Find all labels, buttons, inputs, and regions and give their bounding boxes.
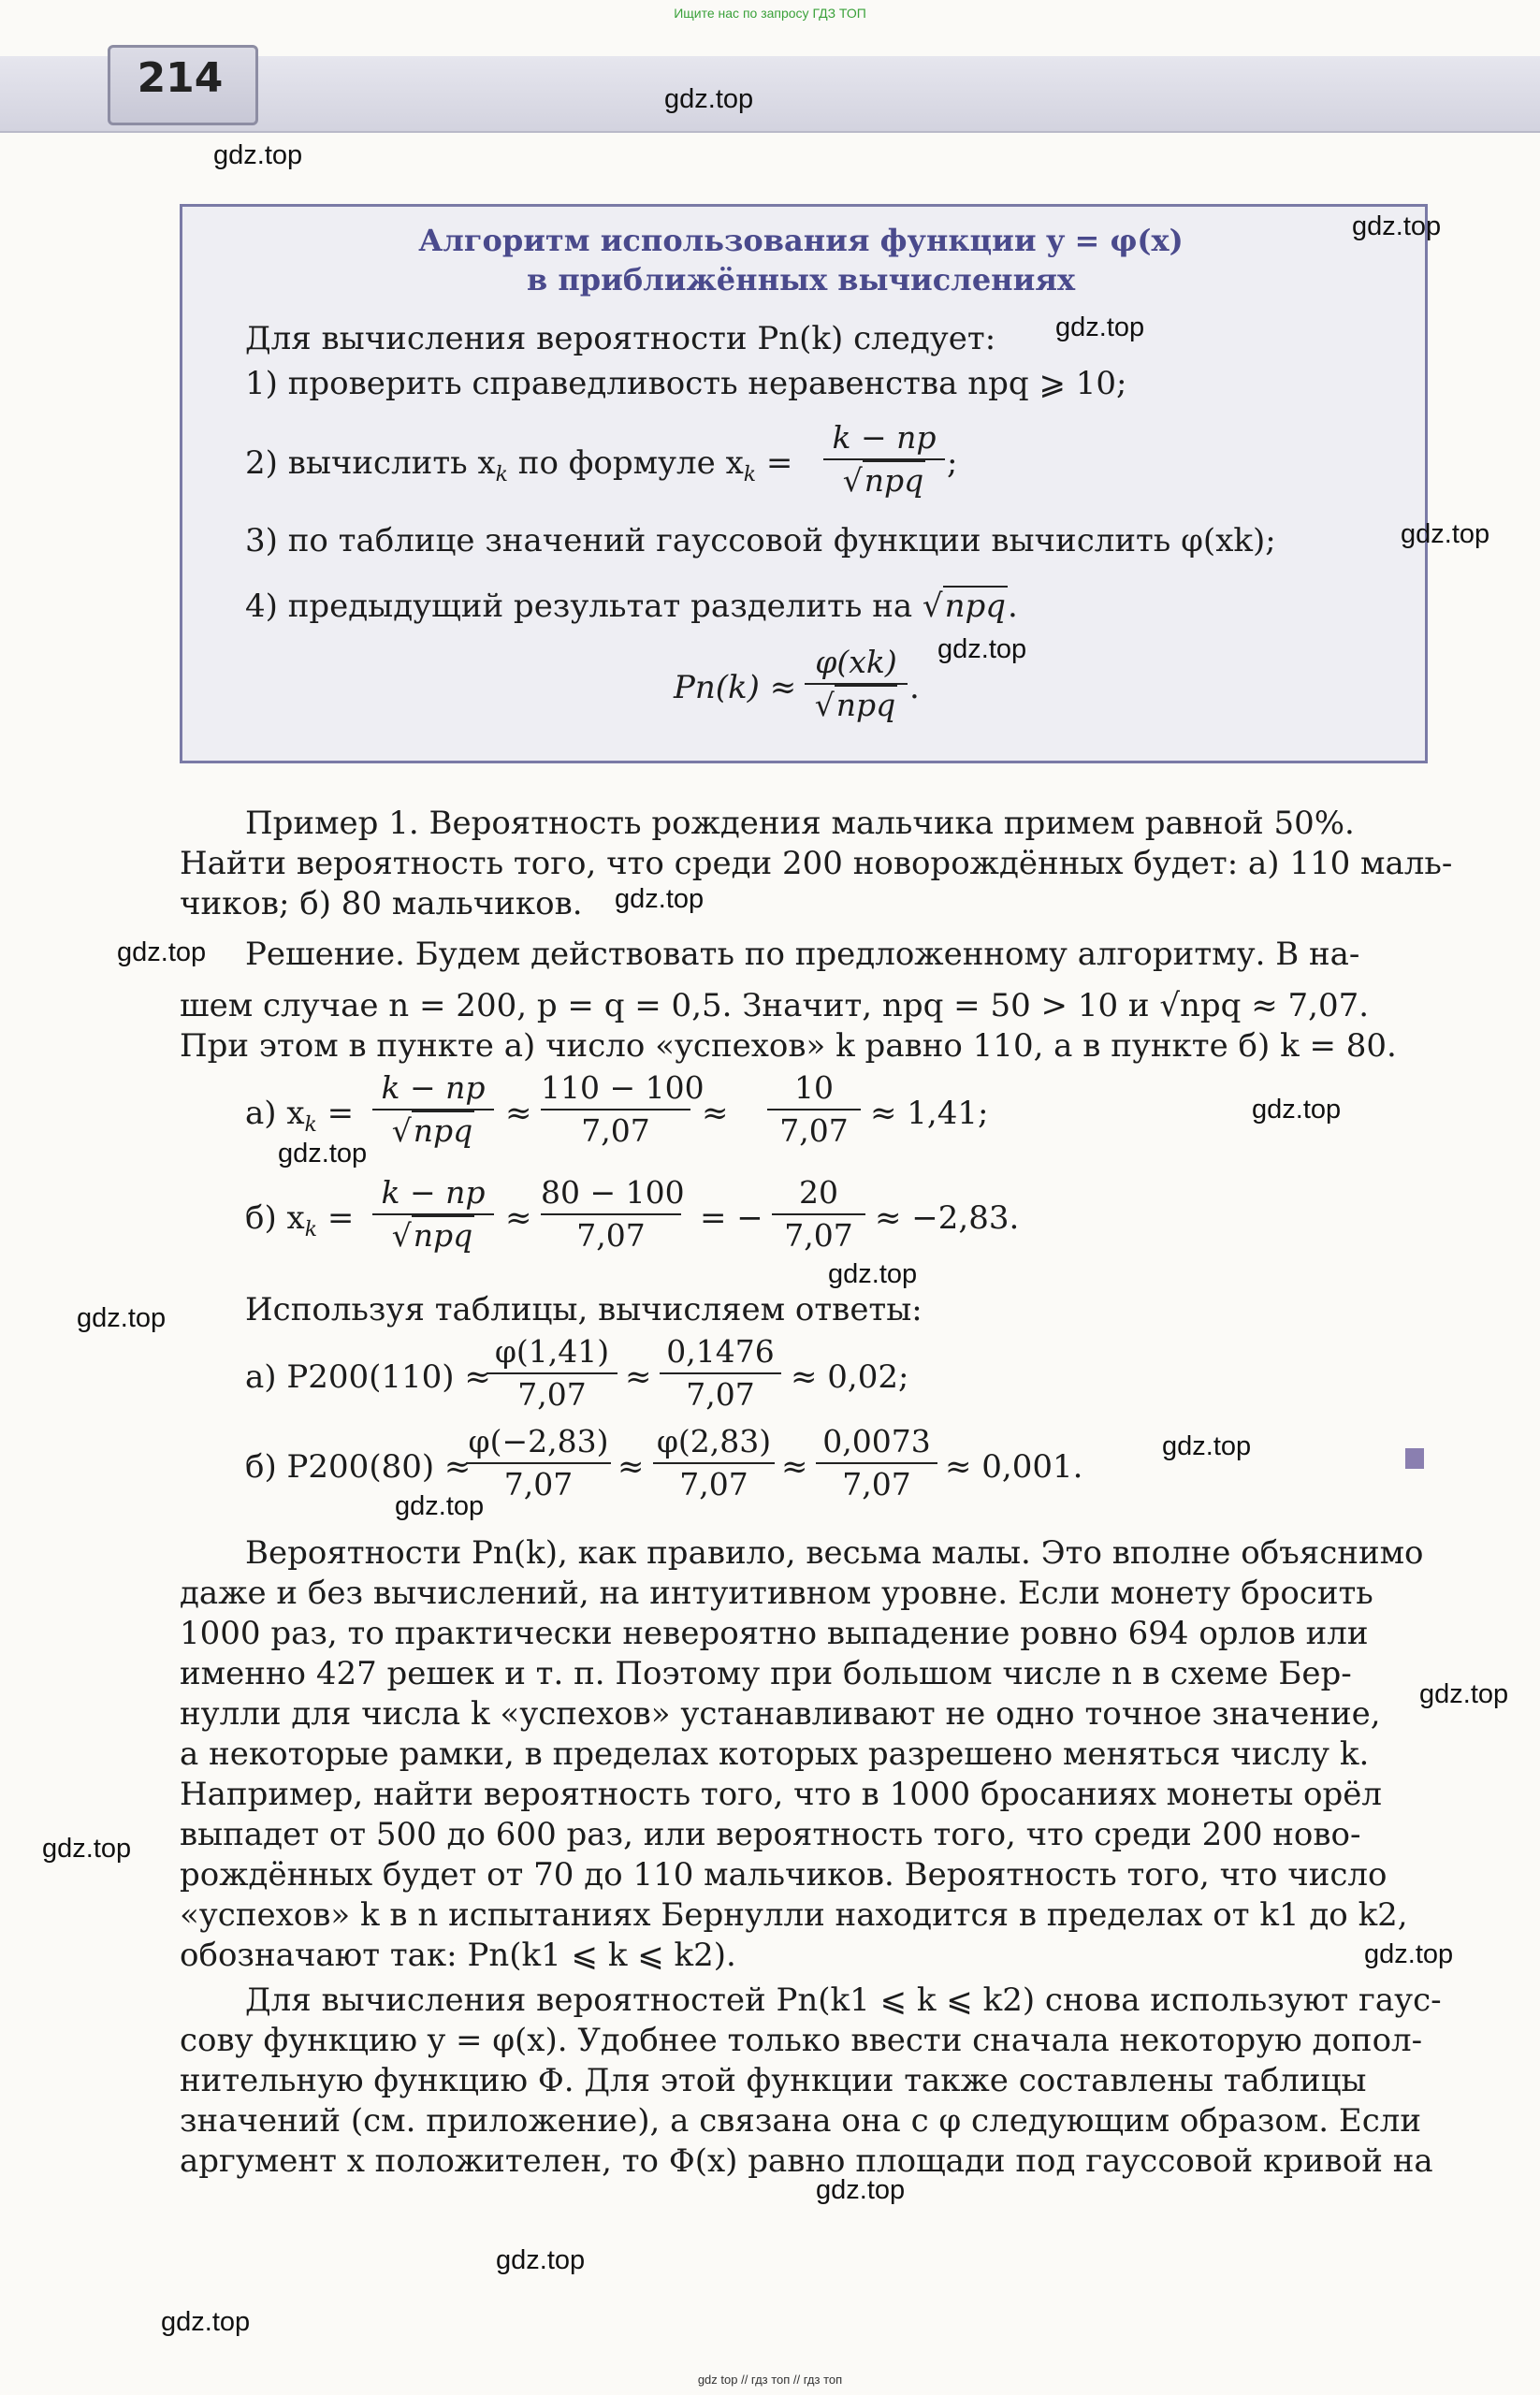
watermark-text: gdz.top	[161, 2307, 251, 2337]
para2-line: значений (см. приложение), а связана она с φ следующим образом. Если	[180, 2102, 1422, 2140]
algorithm-result-fraction: φ(xk) √npq	[805, 644, 908, 724]
approx-sign: ≈	[617, 1448, 645, 1486]
para1-line: Вероятности Pn(k), как правило, весьма малы. Это вполне объяснимо	[245, 1534, 1424, 1572]
para1-line: нулли для числа k «успехов» устанавливают не одно точное значение,	[180, 1695, 1381, 1733]
answer-a-fraction-2: 0,1476 7,07	[660, 1333, 781, 1414]
example-line-1: Пример 1. Вероятность рождения мальчика примем равной 50%.	[245, 805, 1355, 842]
para1-line: даже и без вычислений, на интуитивном уровне. Если монету бросить	[180, 1575, 1373, 1612]
algorithm-title-line2: в приближённых вычислениях	[526, 262, 1076, 298]
watermark-text: gdz.top	[496, 2245, 586, 2275]
solution-b-fraction-3: 20 7,07	[772, 1174, 865, 1255]
algorithm-title-line1: Алгоритм использования функции y = φ(x)	[418, 223, 1184, 258]
answer-b-result: ≈ 0,001.	[945, 1448, 1083, 1486]
watermark-text: gdz.top	[615, 884, 705, 914]
para1-line: выпадет от 500 до 600 раз, или вероятность того, что среди 200 ново-	[180, 1816, 1361, 1853]
algorithm-step2-fraction: k − np √npq	[823, 419, 945, 500]
solution-a-label: а) $x_k$ =	[245, 1095, 355, 1137]
watermark-text: gdz.top	[1364, 1939, 1454, 1969]
top-banner[interactable]: Ищите нас по запросу ГДЗ ТОП	[674, 6, 866, 21]
algorithm-step-2: 2) вычислить $x_k$ по формуле $x_k$ =	[245, 444, 793, 486]
algorithm-intro: Для вычисления вероятности Pn(k) следует:	[245, 320, 996, 357]
watermark-text: gdz.top	[1055, 312, 1145, 342]
solution-a-fraction-2: 110 − 100 7,07	[541, 1069, 705, 1149]
bottom-banner[interactable]: gdz top // гдз топ // гдз топ	[697, 2373, 843, 2387]
answer-b-fraction-3: 0,0073 7,07	[816, 1423, 937, 1503]
solution-a-fraction-1: k − np √npq	[372, 1069, 494, 1150]
watermark-text: gdz.top	[1352, 211, 1442, 241]
solution-b-fraction-1: k − np √npq	[372, 1174, 494, 1255]
algorithm-step-1: 1) проверить справедливость неравенства npq ⩾ 10;	[245, 365, 1127, 402]
para2-line: нительную функцию Φ. Для этой функции также составлены таблицы	[180, 2062, 1367, 2099]
watermark-text: gdz.top	[1252, 1095, 1342, 1125]
watermark-text: gdz.top	[1162, 1431, 1252, 1461]
approx-sign: ≈	[781, 1448, 808, 1486]
example-line-2: Найти вероятность того, что среди 200 новорождённых будет: а) 110 маль-	[180, 845, 1453, 882]
page-number: 214	[137, 54, 224, 102]
approx-sign: ≈	[505, 1199, 532, 1237]
answer-b-fraction-1: φ(−2,83) 7,07	[466, 1423, 611, 1503]
using-tables-line: Используя таблицы, вычисляем ответы:	[245, 1291, 923, 1328]
para1-line: именно 427 решек и т. п. Поэтому при большом числе n в схеме Бер-	[180, 1655, 1352, 1692]
solution-line-1: Решение. Будем действовать по предложенному алгоритму. В на-	[245, 936, 1360, 973]
algorithm-result-period: .	[909, 669, 920, 706]
answer-b-lhs: б) P200(80) ≈	[245, 1448, 472, 1486]
algorithm-step2-semicolon: ;	[947, 444, 958, 482]
solution-a-fraction-3: 10 7,07	[767, 1069, 861, 1150]
algorithm-step-4: 4) предыдущий результат разделить на √npq.	[245, 588, 1018, 625]
answer-a-fraction-1: φ(1,41) 7,07	[487, 1333, 617, 1414]
solution-b-fraction-2: 80 − 100 7,07	[541, 1174, 685, 1254]
watermark-text: gdz.top	[664, 84, 754, 114]
watermark-text: gdz.top	[937, 634, 1027, 664]
para1-line: Например, найти вероятность того, что в 1000 бросаниях монеты орёл	[180, 1776, 1383, 1813]
para1-line: 1000 раз, то практически невероятно выпадение ровно 694 орлов или	[180, 1615, 1369, 1652]
answer-a-lhs: а) P200(110) ≈	[245, 1358, 491, 1396]
para1-line: «успехов» k в n испытаниях Бернулли находится в пределах от k1 до k2,	[180, 1896, 1408, 1934]
solution-a-result: ≈ 1,41;	[870, 1095, 989, 1132]
watermark-text: gdz.top	[77, 1303, 167, 1333]
solution-b-label: б) $x_k$ =	[245, 1199, 355, 1241]
approx-sign: ≈	[702, 1095, 729, 1132]
para1-line: а некоторые рамки, в пределах которых разрешено меняться числу k.	[180, 1735, 1370, 1773]
solution-line-2: шем случае n = 200, p = q = 0,5. Значит, npq = 50 > 10 и √npq ≈ 7,07.	[180, 987, 1370, 1024]
para2-line: сову функцию y = φ(x). Удобнее только ввести сначала некоторую допол-	[180, 2022, 1423, 2059]
watermark-text: gdz.top	[117, 937, 207, 967]
approx-sign: ≈	[505, 1095, 532, 1132]
watermark-text: gdz.top	[42, 1834, 132, 1864]
algorithm-result-lhs: Pn(k) ≈	[674, 669, 797, 706]
watermark-text: gdz.top	[213, 140, 303, 170]
example-line-3: чиков; б) 80 мальчиков.	[180, 885, 583, 922]
watermark-text: gdz.top	[816, 2175, 906, 2205]
watermark-text: gdz.top	[278, 1139, 368, 1168]
para2-line: Для вычисления вероятностей Pn(k1 ⩽ k ⩽ k2) снова используют гаус-	[245, 1981, 1442, 2019]
solution-b-result: ≈ −2,83.	[875, 1199, 1020, 1237]
watermark-text: gdz.top	[828, 1259, 918, 1289]
watermark-text: gdz.top	[1419, 1679, 1509, 1709]
watermark-text: gdz.top	[1401, 519, 1490, 549]
equals-minus-sign: = −	[700, 1199, 763, 1237]
approx-sign: ≈	[625, 1358, 652, 1396]
watermark-text: gdz.top	[395, 1491, 485, 1521]
end-of-example-mark	[1405, 1448, 1424, 1469]
para1-line: рождённых будет от 70 до 110 мальчиков. Вероятность того, что число	[180, 1856, 1387, 1894]
solution-line-3: При этом в пункте а) число «успехов» k равно 110, а в пункте б) k = 80.	[180, 1027, 1397, 1065]
answer-b-fraction-2: φ(2,83) 7,07	[653, 1423, 775, 1503]
answer-a-result: ≈ 0,02;	[791, 1358, 909, 1396]
para2-line: аргумент x положителен, то Φ(x) равно площади под гауссовой кривой на	[180, 2142, 1433, 2180]
para1-line: обозначают так: Pn(k1 ⩽ k ⩽ k2).	[180, 1937, 736, 1974]
algorithm-step-3: 3) по таблице значений гауссовой функции вычислить φ(xk);	[245, 522, 1276, 559]
